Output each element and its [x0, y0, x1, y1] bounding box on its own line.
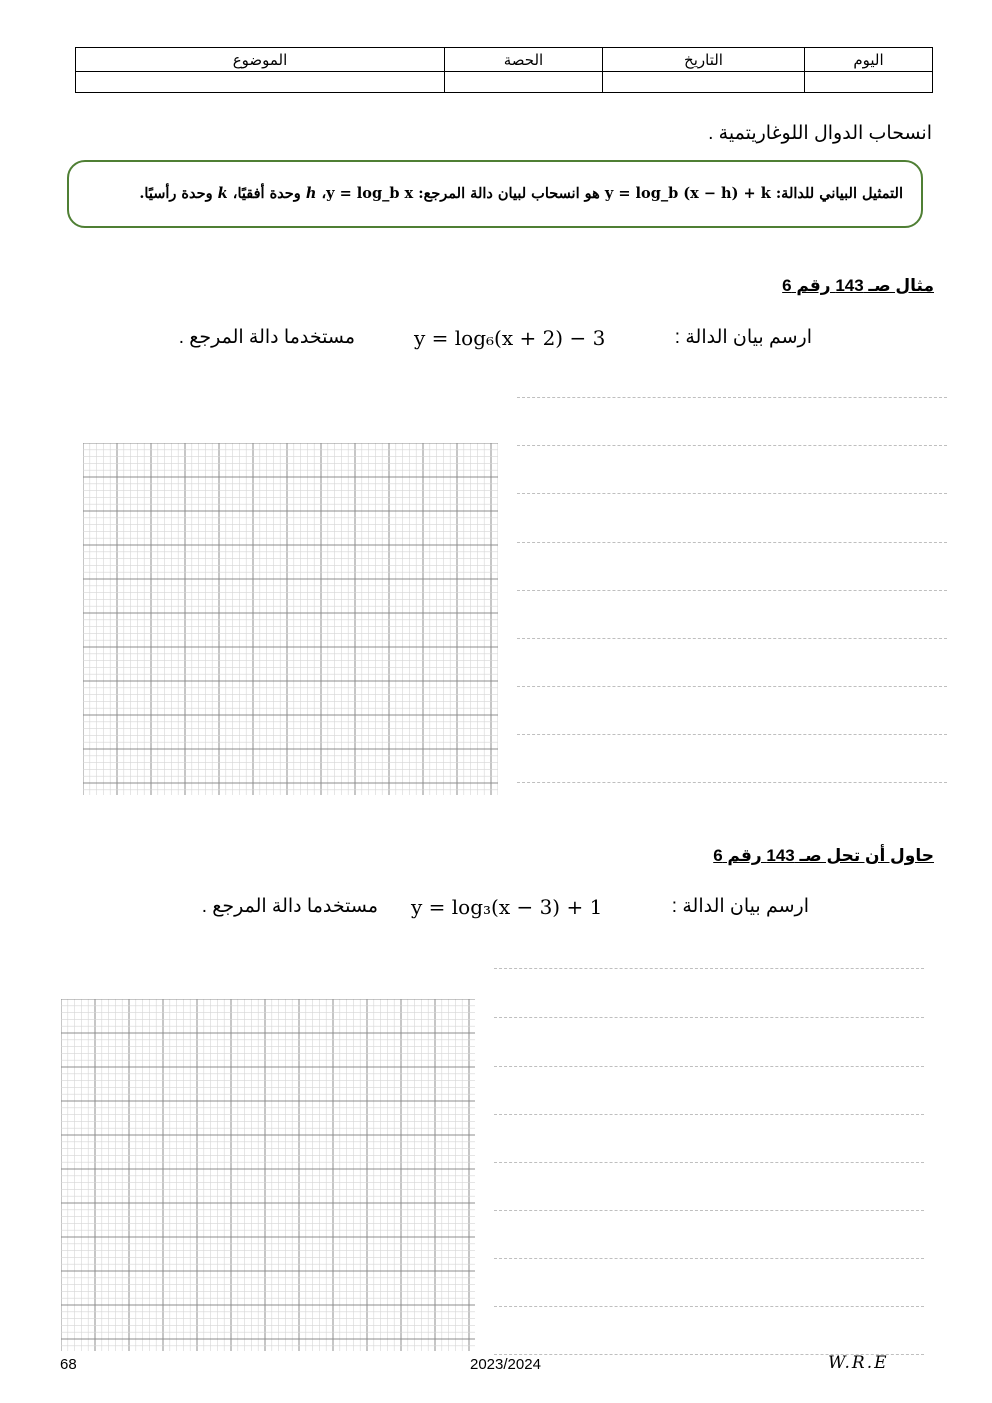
header-blank-row [76, 72, 933, 93]
writing-line [494, 1017, 924, 1018]
page-number: 68 [60, 1356, 77, 1373]
writing-line [494, 1210, 924, 1211]
subject-cell[interactable] [76, 72, 445, 93]
example-suffix: مستخدما دالة المرجع . [178, 327, 355, 348]
writing-line [494, 968, 924, 969]
header-table [75, 47, 933, 93]
writing-line [517, 397, 947, 398]
header-date: التاريخ [603, 48, 805, 72]
writing-line [494, 1114, 924, 1115]
definition-text: التمثيل البياني للدالة: y = log_b (x − h) + k هو انسحاب لبيان دالة المرجع: y = log_b x، h وحدة أفقيًا، k وحدة رأسيًا. [139, 185, 903, 202]
day-cell[interactable] [805, 72, 933, 93]
exercise-equation: y = log₃(x − 3) + 1 [411, 895, 603, 919]
example-graph-grid[interactable] [83, 443, 498, 795]
definition-part4: وحدة رأسيًا. [139, 185, 213, 202]
writing-line [494, 1066, 924, 1067]
exercise-instruction: ارسم بيان الدالة : [671, 896, 809, 917]
writing-line [517, 686, 947, 687]
period-cell[interactable] [445, 72, 603, 93]
example-instruction: ارسم بيان الدالة : [674, 327, 812, 348]
writing-line [517, 493, 947, 494]
header-subject: الموضوع [76, 48, 445, 72]
reference-formula: y = log_b x [326, 185, 414, 202]
writing-line [494, 1306, 924, 1307]
exercise-heading: حاول أن تحل صـ 143 رقم 6 [713, 846, 934, 865]
writing-line [494, 1162, 924, 1163]
example-heading: مثال صـ 143 رقم 6 [782, 276, 934, 295]
writing-line [517, 590, 947, 591]
shifted-formula: y = log_b (x − h) + k [604, 185, 771, 202]
writing-line [517, 542, 947, 543]
example-equation: y = log₆(x + 2) − 3 [414, 326, 606, 350]
writing-line [517, 734, 947, 735]
exercise-suffix: مستخدما دالة المرجع . [201, 896, 378, 917]
header-day: اليوم [805, 48, 933, 72]
header-period: الحصة [445, 48, 603, 72]
definition-part1: التمثيل البياني للدالة: [775, 185, 903, 202]
writing-line [517, 638, 947, 639]
author-signature: W.R.E [828, 1353, 889, 1373]
writing-line [494, 1258, 924, 1259]
lesson-title: انسحاب الدوال اللوغاريتمية . [708, 123, 932, 144]
writing-line [517, 445, 947, 446]
definition-part2: هو انسحاب لبيان دالة المرجع: [418, 185, 600, 202]
exercise-graph-grid[interactable] [61, 999, 475, 1351]
date-cell[interactable] [603, 72, 805, 93]
definition-box [67, 160, 923, 228]
definition-part3: وحدة أفقيًا، [232, 185, 301, 202]
school-year: 2023/2024 [470, 1356, 541, 1373]
writing-line [517, 782, 947, 783]
header-row [76, 48, 933, 72]
